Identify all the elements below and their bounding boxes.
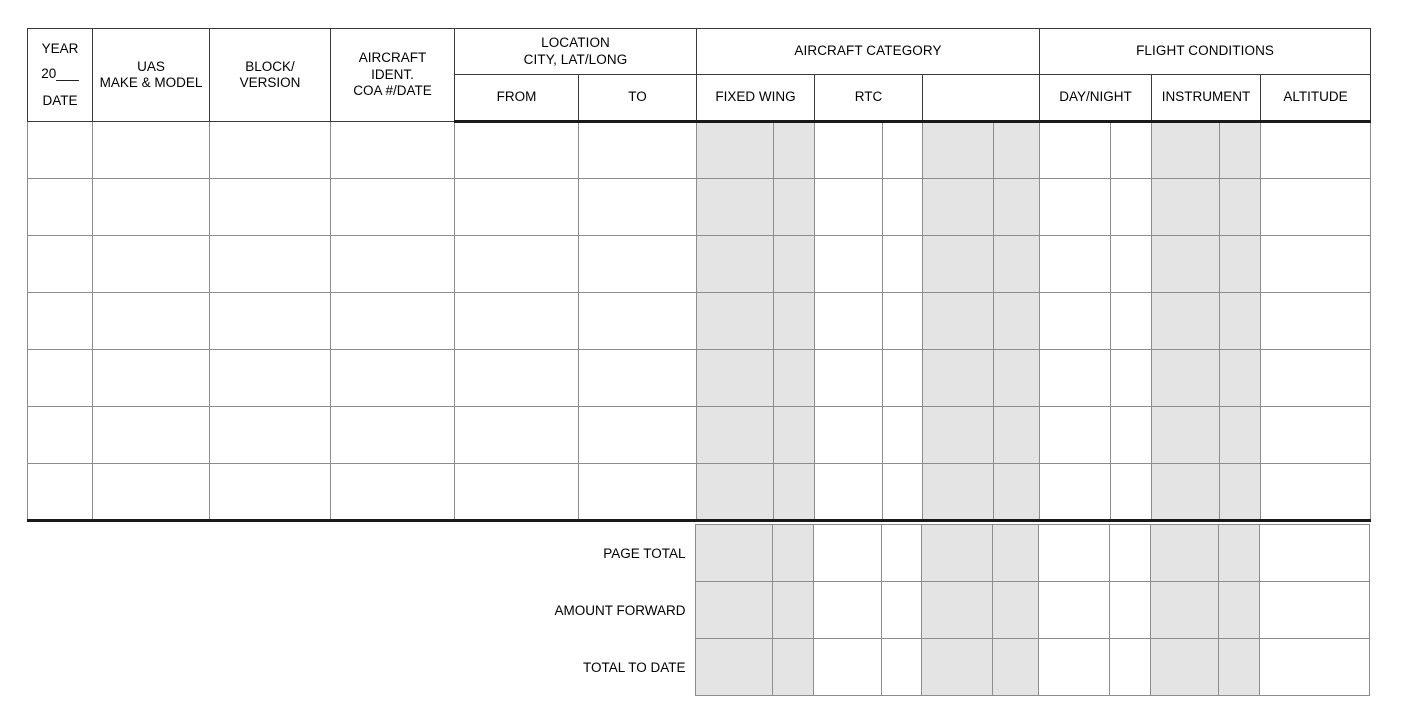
cell-uas-make-model[interactable] xyxy=(93,122,210,179)
cell-block-version[interactable] xyxy=(210,464,331,521)
cell-uas-make-model[interactable] xyxy=(93,236,210,293)
cell-rtc-b[interactable] xyxy=(883,122,923,179)
cell-date[interactable] xyxy=(28,464,93,521)
table-row xyxy=(28,236,1371,293)
cell-altitude[interactable] xyxy=(1261,350,1371,407)
totals-label-amount-forward: AMOUNT FORWARD xyxy=(554,602,686,618)
cell-to[interactable] xyxy=(579,179,697,236)
cell-rtc-a[interactable] xyxy=(815,122,883,179)
cell-fixed-wing-b[interactable] xyxy=(774,122,815,179)
totals-cell-day-night-a[interactable] xyxy=(1038,639,1109,696)
cell-day-night-b[interactable] xyxy=(1111,236,1152,293)
totals-cell-instrument-b[interactable] xyxy=(1218,525,1259,582)
cell-day-night-a[interactable] xyxy=(1040,293,1111,350)
totals-cell-instrument-a[interactable] xyxy=(1150,582,1218,639)
year-label: YEAR xyxy=(41,40,79,56)
cell-altitude[interactable] xyxy=(1261,464,1371,521)
cell-day-night-b[interactable] xyxy=(1111,179,1152,236)
cell-block-version[interactable] xyxy=(210,236,331,293)
cell-aircraft-ident[interactable] xyxy=(331,464,455,521)
cell-date[interactable] xyxy=(28,350,93,407)
col-header-aircraft-ident xyxy=(331,29,455,122)
cell-from[interactable] xyxy=(455,350,579,407)
date-label: DATE xyxy=(42,92,78,108)
cell-day-night-b[interactable] xyxy=(1111,293,1152,350)
col-header-instrument: INSTRUMENT xyxy=(1152,75,1261,122)
col-header-day-night: DAY/NIGHT xyxy=(1040,75,1152,122)
cell-rtc-a[interactable] xyxy=(815,464,883,521)
totals-cell-day-night-b[interactable] xyxy=(1109,525,1150,582)
cell-uas-make-model[interactable] xyxy=(93,179,210,236)
totals-cell-rtc-b[interactable] xyxy=(881,582,921,639)
cell-date[interactable] xyxy=(28,236,93,293)
col-header-to: TO xyxy=(579,75,697,122)
cell-instrument-b[interactable] xyxy=(1220,407,1261,464)
year-blank-field[interactable]: 20___ xyxy=(41,66,79,82)
cell-rtc-a[interactable] xyxy=(815,293,883,350)
totals-cell-fixed-wing-b[interactable] xyxy=(772,639,813,696)
cell-rtc-b[interactable] xyxy=(883,350,923,407)
cell-altitude[interactable] xyxy=(1261,236,1371,293)
cell-category-other-a[interactable] xyxy=(923,464,994,521)
cell-uas-make-model[interactable] xyxy=(93,350,210,407)
cell-fixed-wing-b[interactable] xyxy=(774,179,815,236)
totals-cell-fixed-wing-a[interactable] xyxy=(695,639,772,696)
cell-instrument-b[interactable] xyxy=(1220,179,1261,236)
group-header-flight-conditions xyxy=(1040,29,1371,75)
cell-to[interactable] xyxy=(579,122,697,179)
col-header-line1: BLOCK/ xyxy=(245,58,295,74)
cell-rtc-a[interactable] xyxy=(815,179,883,236)
cell-aircraft-ident[interactable] xyxy=(331,122,455,179)
table-row xyxy=(28,464,1371,521)
totals-cell-instrument-b[interactable] xyxy=(1218,639,1259,696)
cell-fixed-wing-a[interactable] xyxy=(697,464,774,521)
totals-cell-day-night-a[interactable] xyxy=(1038,525,1109,582)
cell-fixed-wing-a[interactable] xyxy=(697,122,774,179)
totals-cell-rtc-a[interactable] xyxy=(813,582,881,639)
totals-cell-fixed-wing-a[interactable] xyxy=(695,525,772,582)
totals-cell-fixed-wing-b[interactable] xyxy=(772,582,813,639)
cell-rtc-a[interactable] xyxy=(815,407,883,464)
col-header-category-other xyxy=(923,75,1040,122)
cell-date[interactable] xyxy=(28,293,93,350)
cell-date[interactable] xyxy=(28,122,93,179)
cell-day-night-a[interactable] xyxy=(1040,464,1111,521)
cell-category-other-b[interactable] xyxy=(994,179,1040,236)
col-header-altitude: ALTITUDE xyxy=(1261,75,1371,122)
totals-cell-day-night-b[interactable] xyxy=(1109,639,1150,696)
cell-fixed-wing-b[interactable] xyxy=(774,350,815,407)
cell-category-other-a[interactable] xyxy=(923,179,994,236)
group-header-aircraft-category xyxy=(697,29,1040,75)
cell-instrument-b[interactable] xyxy=(1220,122,1261,179)
totals-cell-instrument-a[interactable] xyxy=(1150,525,1218,582)
cell-fixed-wing-a[interactable] xyxy=(697,179,774,236)
group-header-line2: CITY, LAT/LONG xyxy=(523,51,628,67)
totals-cell-fixed-wing-b[interactable] xyxy=(772,525,813,582)
totals-cell-altitude[interactable] xyxy=(1259,582,1369,639)
cell-rtc-a[interactable] xyxy=(815,350,883,407)
cell-fixed-wing-b[interactable] xyxy=(774,407,815,464)
col-header-line1: UAS xyxy=(137,58,165,74)
cell-aircraft-ident[interactable] xyxy=(331,407,455,464)
cell-from[interactable] xyxy=(455,464,579,521)
cell-to[interactable] xyxy=(579,236,697,293)
group-header-location xyxy=(455,29,697,75)
cell-category-other-b[interactable] xyxy=(994,293,1040,350)
cell-day-night-a[interactable] xyxy=(1040,179,1111,236)
totals-cell-day-night-b[interactable] xyxy=(1109,582,1150,639)
cell-rtc-b[interactable] xyxy=(883,293,923,350)
year-date-header xyxy=(28,29,93,122)
totals-cell-rtc-b[interactable] xyxy=(881,639,921,696)
cell-instrument-a[interactable] xyxy=(1152,122,1220,179)
table-row xyxy=(28,293,1371,350)
cell-instrument-a[interactable] xyxy=(1152,407,1220,464)
cell-date[interactable] xyxy=(28,407,93,464)
cell-instrument-a[interactable] xyxy=(1152,350,1220,407)
cell-instrument-a[interactable] xyxy=(1152,464,1220,521)
cell-aircraft-ident[interactable] xyxy=(331,350,455,407)
col-header-rtc: RTC xyxy=(815,75,923,122)
col-header-line1: AIRCRAFT xyxy=(358,50,427,66)
cell-day-night-a[interactable] xyxy=(1040,236,1111,293)
col-header-fixed-wing: FIXED WING xyxy=(697,75,815,122)
table-row xyxy=(28,179,1371,236)
cell-altitude[interactable] xyxy=(1261,293,1371,350)
totals-label-page-total: PAGE TOTAL xyxy=(603,545,686,561)
cell-from[interactable] xyxy=(455,407,579,464)
cell-aircraft-ident[interactable] xyxy=(331,179,455,236)
cell-rtc-b[interactable] xyxy=(883,407,923,464)
col-header-block-version xyxy=(210,29,331,122)
totals-cell-rtc-a[interactable] xyxy=(813,525,881,582)
cell-rtc-b[interactable] xyxy=(883,464,923,521)
totals-cell-altitude[interactable] xyxy=(1259,639,1369,696)
cell-category-other-a[interactable] xyxy=(923,293,994,350)
cell-from[interactable] xyxy=(455,122,579,179)
col-header-line2: IDENT. xyxy=(371,66,414,82)
cell-day-night-b[interactable] xyxy=(1111,350,1152,407)
cell-instrument-a[interactable] xyxy=(1152,236,1220,293)
group-header-line1: FLIGHT CONDITIONS xyxy=(1136,43,1275,59)
cell-category-other-a[interactable] xyxy=(923,122,994,179)
cell-category-other-a[interactable] xyxy=(923,236,994,293)
totals-label-total-to-date: TOTAL TO DATE xyxy=(582,659,686,675)
col-header-line2: MAKE & MODEL xyxy=(99,75,203,90)
cell-instrument-a[interactable] xyxy=(1152,179,1220,236)
cell-uas-make-model[interactable] xyxy=(93,407,210,464)
totals-cell-category-other-a[interactable] xyxy=(921,639,992,696)
totals-cell-rtc-b[interactable] xyxy=(881,525,921,582)
totals-row-amount-forward xyxy=(27,582,1369,639)
cell-category-other-a[interactable] xyxy=(923,407,994,464)
cell-category-other-b[interactable] xyxy=(994,407,1040,464)
totals-cell-instrument-a[interactable] xyxy=(1150,639,1218,696)
col-header-line2: VERSION xyxy=(239,75,301,90)
totals-row-page-total xyxy=(27,525,1369,582)
cell-altitude[interactable] xyxy=(1261,122,1371,179)
cell-instrument-b[interactable] xyxy=(1220,236,1261,293)
cell-category-other-b[interactable] xyxy=(994,464,1040,521)
col-header-uas-make-model xyxy=(93,29,210,122)
cell-uas-make-model[interactable] xyxy=(93,293,210,350)
totals-cell-category-other-b[interactable] xyxy=(992,525,1038,582)
cell-to[interactable] xyxy=(579,407,697,464)
cell-category-other-b[interactable] xyxy=(994,122,1040,179)
cell-fixed-wing-a[interactable] xyxy=(697,350,774,407)
cell-rtc-b[interactable] xyxy=(883,179,923,236)
totals-cell-category-other-b[interactable] xyxy=(992,639,1038,696)
cell-fixed-wing-b[interactable] xyxy=(774,236,815,293)
table-row xyxy=(28,350,1371,407)
cell-fixed-wing-a[interactable] xyxy=(697,236,774,293)
cell-day-night-b[interactable] xyxy=(1111,122,1152,179)
cell-category-other-b[interactable] xyxy=(994,236,1040,293)
cell-instrument-b[interactable] xyxy=(1220,464,1261,521)
cell-category-other-a[interactable] xyxy=(923,350,994,407)
cell-instrument-b[interactable] xyxy=(1220,350,1261,407)
group-header-row xyxy=(28,29,1371,75)
cell-day-night-a[interactable] xyxy=(1040,407,1111,464)
cell-day-night-b[interactable] xyxy=(1111,407,1152,464)
cell-instrument-a[interactable] xyxy=(1152,293,1220,350)
group-header-line1: AIRCRAFT CATEGORY xyxy=(794,43,942,59)
flight-log-table xyxy=(27,28,1371,522)
table-row xyxy=(28,122,1371,179)
cell-from[interactable] xyxy=(455,179,579,236)
totals-cell-instrument-b[interactable] xyxy=(1218,582,1259,639)
cell-day-night-a[interactable] xyxy=(1040,122,1111,179)
cell-to[interactable] xyxy=(579,293,697,350)
cell-instrument-b[interactable] xyxy=(1220,293,1261,350)
totals-table xyxy=(27,524,1370,696)
group-header-line1: LOCATION xyxy=(541,35,610,51)
cell-day-night-a[interactable] xyxy=(1040,350,1111,407)
totals-cell-day-night-a[interactable] xyxy=(1038,582,1109,639)
totals-cell-category-other-b[interactable] xyxy=(992,582,1038,639)
cell-day-night-b[interactable] xyxy=(1111,464,1152,521)
totals-cell-category-other-a[interactable] xyxy=(921,525,992,582)
cell-to[interactable] xyxy=(579,350,697,407)
cell-block-version[interactable] xyxy=(210,122,331,179)
totals-cell-category-other-a[interactable] xyxy=(921,582,992,639)
cell-from[interactable] xyxy=(455,293,579,350)
totals-cell-altitude[interactable] xyxy=(1259,525,1369,582)
cell-fixed-wing-a[interactable] xyxy=(697,407,774,464)
cell-block-version[interactable] xyxy=(210,350,331,407)
cell-fixed-wing-a[interactable] xyxy=(697,293,774,350)
totals-row-total-to-date xyxy=(27,639,1369,696)
cell-altitude[interactable] xyxy=(1261,179,1371,236)
cell-category-other-b[interactable] xyxy=(994,350,1040,407)
cell-to[interactable] xyxy=(579,464,697,521)
cell-aircraft-ident[interactable] xyxy=(331,293,455,350)
totals-cell-fixed-wing-a[interactable] xyxy=(695,582,772,639)
cell-rtc-b[interactable] xyxy=(883,236,923,293)
totals-cell-rtc-a[interactable] xyxy=(813,639,881,696)
cell-block-version[interactable] xyxy=(210,407,331,464)
col-header-line3: COA #/DATE xyxy=(353,83,432,99)
cell-fixed-wing-b[interactable] xyxy=(774,464,815,521)
cell-altitude[interactable] xyxy=(1261,407,1371,464)
cell-aircraft-ident[interactable] xyxy=(331,236,455,293)
cell-block-version[interactable] xyxy=(210,293,331,350)
cell-block-version[interactable] xyxy=(210,179,331,236)
table-row xyxy=(28,407,1371,464)
cell-from[interactable] xyxy=(455,236,579,293)
cell-fixed-wing-b[interactable] xyxy=(774,293,815,350)
cell-date[interactable] xyxy=(28,179,93,236)
cell-rtc-a[interactable] xyxy=(815,236,883,293)
col-header-from: FROM xyxy=(455,75,579,122)
cell-uas-make-model[interactable] xyxy=(93,464,210,521)
